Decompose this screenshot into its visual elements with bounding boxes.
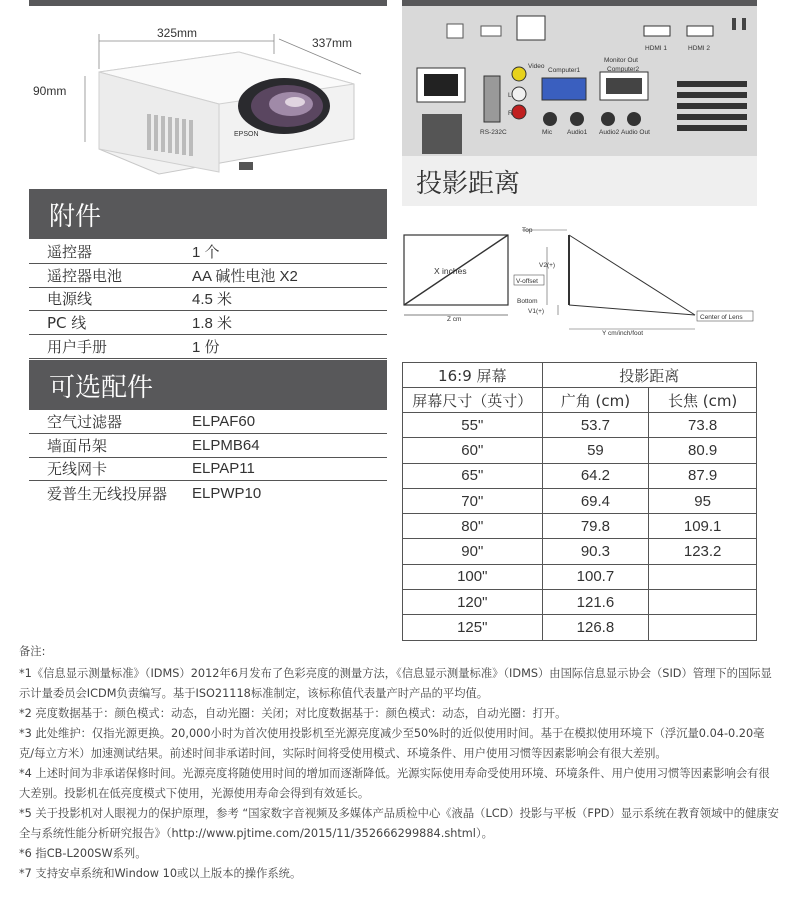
label-l: L [508, 92, 512, 99]
note-item: *7 支持安卓系统和Window 10或以上版本的操作系统。 [19, 867, 302, 880]
header-screen: 16:9 屏幕 [403, 363, 543, 388]
brand-logo: EPSON [234, 131, 259, 138]
diagram-center: Center of Lens [700, 314, 743, 321]
label-hdmi2: HDMI 2 [688, 45, 711, 52]
optional-name: 墙面吊架 [47, 436, 108, 455]
accessory-value: 4.5 米 [192, 291, 233, 309]
top-divider-left [29, 0, 387, 6]
table-row [403, 564, 757, 589]
cell-wide: 126.8 [542, 615, 649, 640]
distance-table [402, 362, 757, 641]
diagram-x-inches: X inches [434, 266, 467, 276]
optional-value: ELPAP11 [192, 460, 255, 478]
optional-list [29, 410, 387, 505]
dim-height: 90mm [33, 84, 67, 98]
label-hdmi1: HDMI 1 [645, 45, 668, 52]
optional-name: 空气过滤器 [47, 412, 123, 431]
cell-tele: 123.2 [649, 539, 757, 564]
accessory-row [29, 311, 387, 335]
dim-depth: 337mm [312, 36, 353, 50]
cell-wide: 59 [542, 438, 649, 463]
label-computer2: Computer2 [607, 66, 640, 73]
accessory-row [29, 240, 387, 264]
accessory-name: 遥控器 [47, 242, 93, 261]
distance-header: 投影距离 [402, 156, 757, 206]
cell-size: 90" [403, 539, 543, 564]
diagram-top: Top [522, 227, 533, 234]
cell-wide: 121.6 [542, 590, 649, 615]
accessory-row [29, 264, 387, 288]
col-size: 屏幕尺寸（英寸） [403, 388, 543, 413]
accessory-value: 1 份 [192, 339, 220, 357]
accessory-name: 遥控器电池 [47, 266, 123, 285]
table-row [403, 590, 757, 615]
cell-size: 60" [403, 438, 543, 463]
cell-size: 55" [403, 413, 543, 438]
table-row [403, 438, 757, 463]
rear-panel-ports [402, 6, 757, 156]
cell-tele: 73.8 [649, 413, 757, 438]
accessories-header: 附件 [29, 189, 387, 239]
note-item: *6 指CB-L200SW系列。 [19, 847, 147, 860]
cell-wide: 79.8 [542, 514, 649, 539]
optional-header: 可选配件 [29, 360, 387, 410]
optional-value: ELPMB64 [192, 436, 260, 454]
label-monitor-out: Monitor Out [604, 57, 638, 64]
accessory-name: 电源线 [47, 290, 93, 309]
accessory-name: 用户手册 [47, 338, 108, 357]
optional-name: 爱普生无线投屏器 [47, 484, 168, 503]
col-tele: 长焦 (cm) [649, 388, 757, 413]
table-row [403, 539, 757, 564]
table-row [403, 488, 757, 513]
label-computer1: Computer1 [548, 67, 581, 74]
optional-row [29, 410, 387, 434]
diagram-z: Z cm [447, 316, 462, 323]
dim-width: 325mm [157, 26, 198, 40]
cell-size: 65" [403, 463, 543, 488]
accessory-value: 1.8 米 [192, 315, 233, 333]
table-row [403, 514, 757, 539]
table-row [403, 463, 757, 488]
cell-wide: 53.7 [542, 413, 649, 438]
label-mic: Mic [542, 129, 553, 136]
table-row [403, 413, 757, 438]
label-audio2: Audio2 [599, 129, 620, 136]
note-item: *5 关于投影机对人眼视力的保护原理，参考 “国家数字音视频及多媒体产品质检中心《液晶（LCD）投影与平板（FPD）显示系统在教育领域中的健康安全与系统性能分析研究报告》（http://www.pjtime.com/2015/11/352666299884.shtml）。 [19, 807, 779, 840]
note-item: *2 亮度数据基于：颜色模式：动态，自动光圈：关闭；对比度数据基于：颜色模式：动态，自动光圈：打开。 [19, 707, 567, 720]
label-r: R [508, 110, 513, 117]
optional-value: ELPWP10 [192, 484, 262, 502]
notes-title: 备注: [19, 645, 46, 658]
diagram-v1: V1(+) [528, 308, 545, 315]
note-item: *3 此处维护：仅指光源更换。20,000小时为首次使用投影机至光源亮度减少至50%时的近似使用时间。基于在模拟使用环境下（浮沉量0.04-0.20毫克/每立方米）加速测试结果。前述时间非承诺时间，实际时间将受使用模式、环境条件、用户使用习惯等因素影响会有很大差别。 [19, 727, 765, 760]
cell-size: 100" [403, 564, 543, 589]
label-audio-out: Audio Out [621, 129, 650, 136]
projector-illustration [29, 14, 387, 188]
diagram-bottom: Bottom [517, 298, 538, 305]
notes [19, 642, 779, 884]
cell-wide: 69.4 [542, 488, 649, 513]
note-item: *4 上述时间为非承诺保修时间。光源亮度将随使用时间的增加而逐渐降低。光源实际使用寿命受使用环境、环境条件、用户使用习惯等因素影响会有很大差别。投影机在低亮度模式下使用，光源使用寿命会得到有效延长。 [19, 767, 770, 800]
cell-size: 120" [403, 590, 543, 615]
label-rs232c: RS-232C [480, 129, 507, 136]
optional-value: ELPAF60 [192, 412, 256, 430]
note-item: *1《信息显示测量标准》（IDMS）2012年6月发布了色彩亮度的测量方法，《信息显示测量标准》（IDMS）由国际信息显示协会（SID）管理下的国际显示计量委员会ICDM负责编写。基于ISO21118标准制定，该标称值代表量产时产品的平均值。 [19, 667, 772, 700]
distance-diagram-svg [402, 207, 757, 362]
cell-tele [649, 590, 757, 615]
cell-tele: 95 [649, 488, 757, 513]
accessory-value: AA 碱性电池 X2 [192, 267, 298, 285]
optional-row [29, 458, 387, 482]
cell-tele [649, 615, 757, 640]
cell-wide: 90.3 [542, 539, 649, 564]
cell-tele: 87.9 [649, 463, 757, 488]
diagram-y: Y cm/inch/foot [602, 330, 644, 337]
label-audio1: Audio1 [567, 129, 588, 136]
optional-row [29, 434, 387, 458]
optional-name: 无线网卡 [47, 460, 108, 479]
cell-tele [649, 564, 757, 589]
diagram-v2: V2(+) [539, 262, 556, 269]
distance-diagram [402, 207, 757, 362]
cell-size: 125" [403, 615, 543, 640]
header-distance: 投影距离 [542, 363, 756, 388]
diagram-v-offset: V-offset [516, 278, 538, 285]
cell-tele: 80.9 [649, 438, 757, 463]
cell-size: 80" [403, 514, 543, 539]
optional-row [29, 481, 387, 505]
accessory-value: 1 个 [192, 243, 220, 261]
cell-size: 70" [403, 488, 543, 513]
rear-panel-image [402, 6, 757, 156]
accessory-row [29, 288, 387, 312]
cell-wide: 64.2 [542, 463, 649, 488]
cell-wide: 100.7 [542, 564, 649, 589]
accessory-row [29, 335, 387, 359]
accessories-list [29, 240, 387, 359]
label-video: Video [528, 63, 545, 70]
table-row [403, 615, 757, 640]
cell-tele: 109.1 [649, 514, 757, 539]
accessory-name: PC 线 [47, 314, 87, 333]
col-wide: 广角 (cm) [542, 388, 649, 413]
